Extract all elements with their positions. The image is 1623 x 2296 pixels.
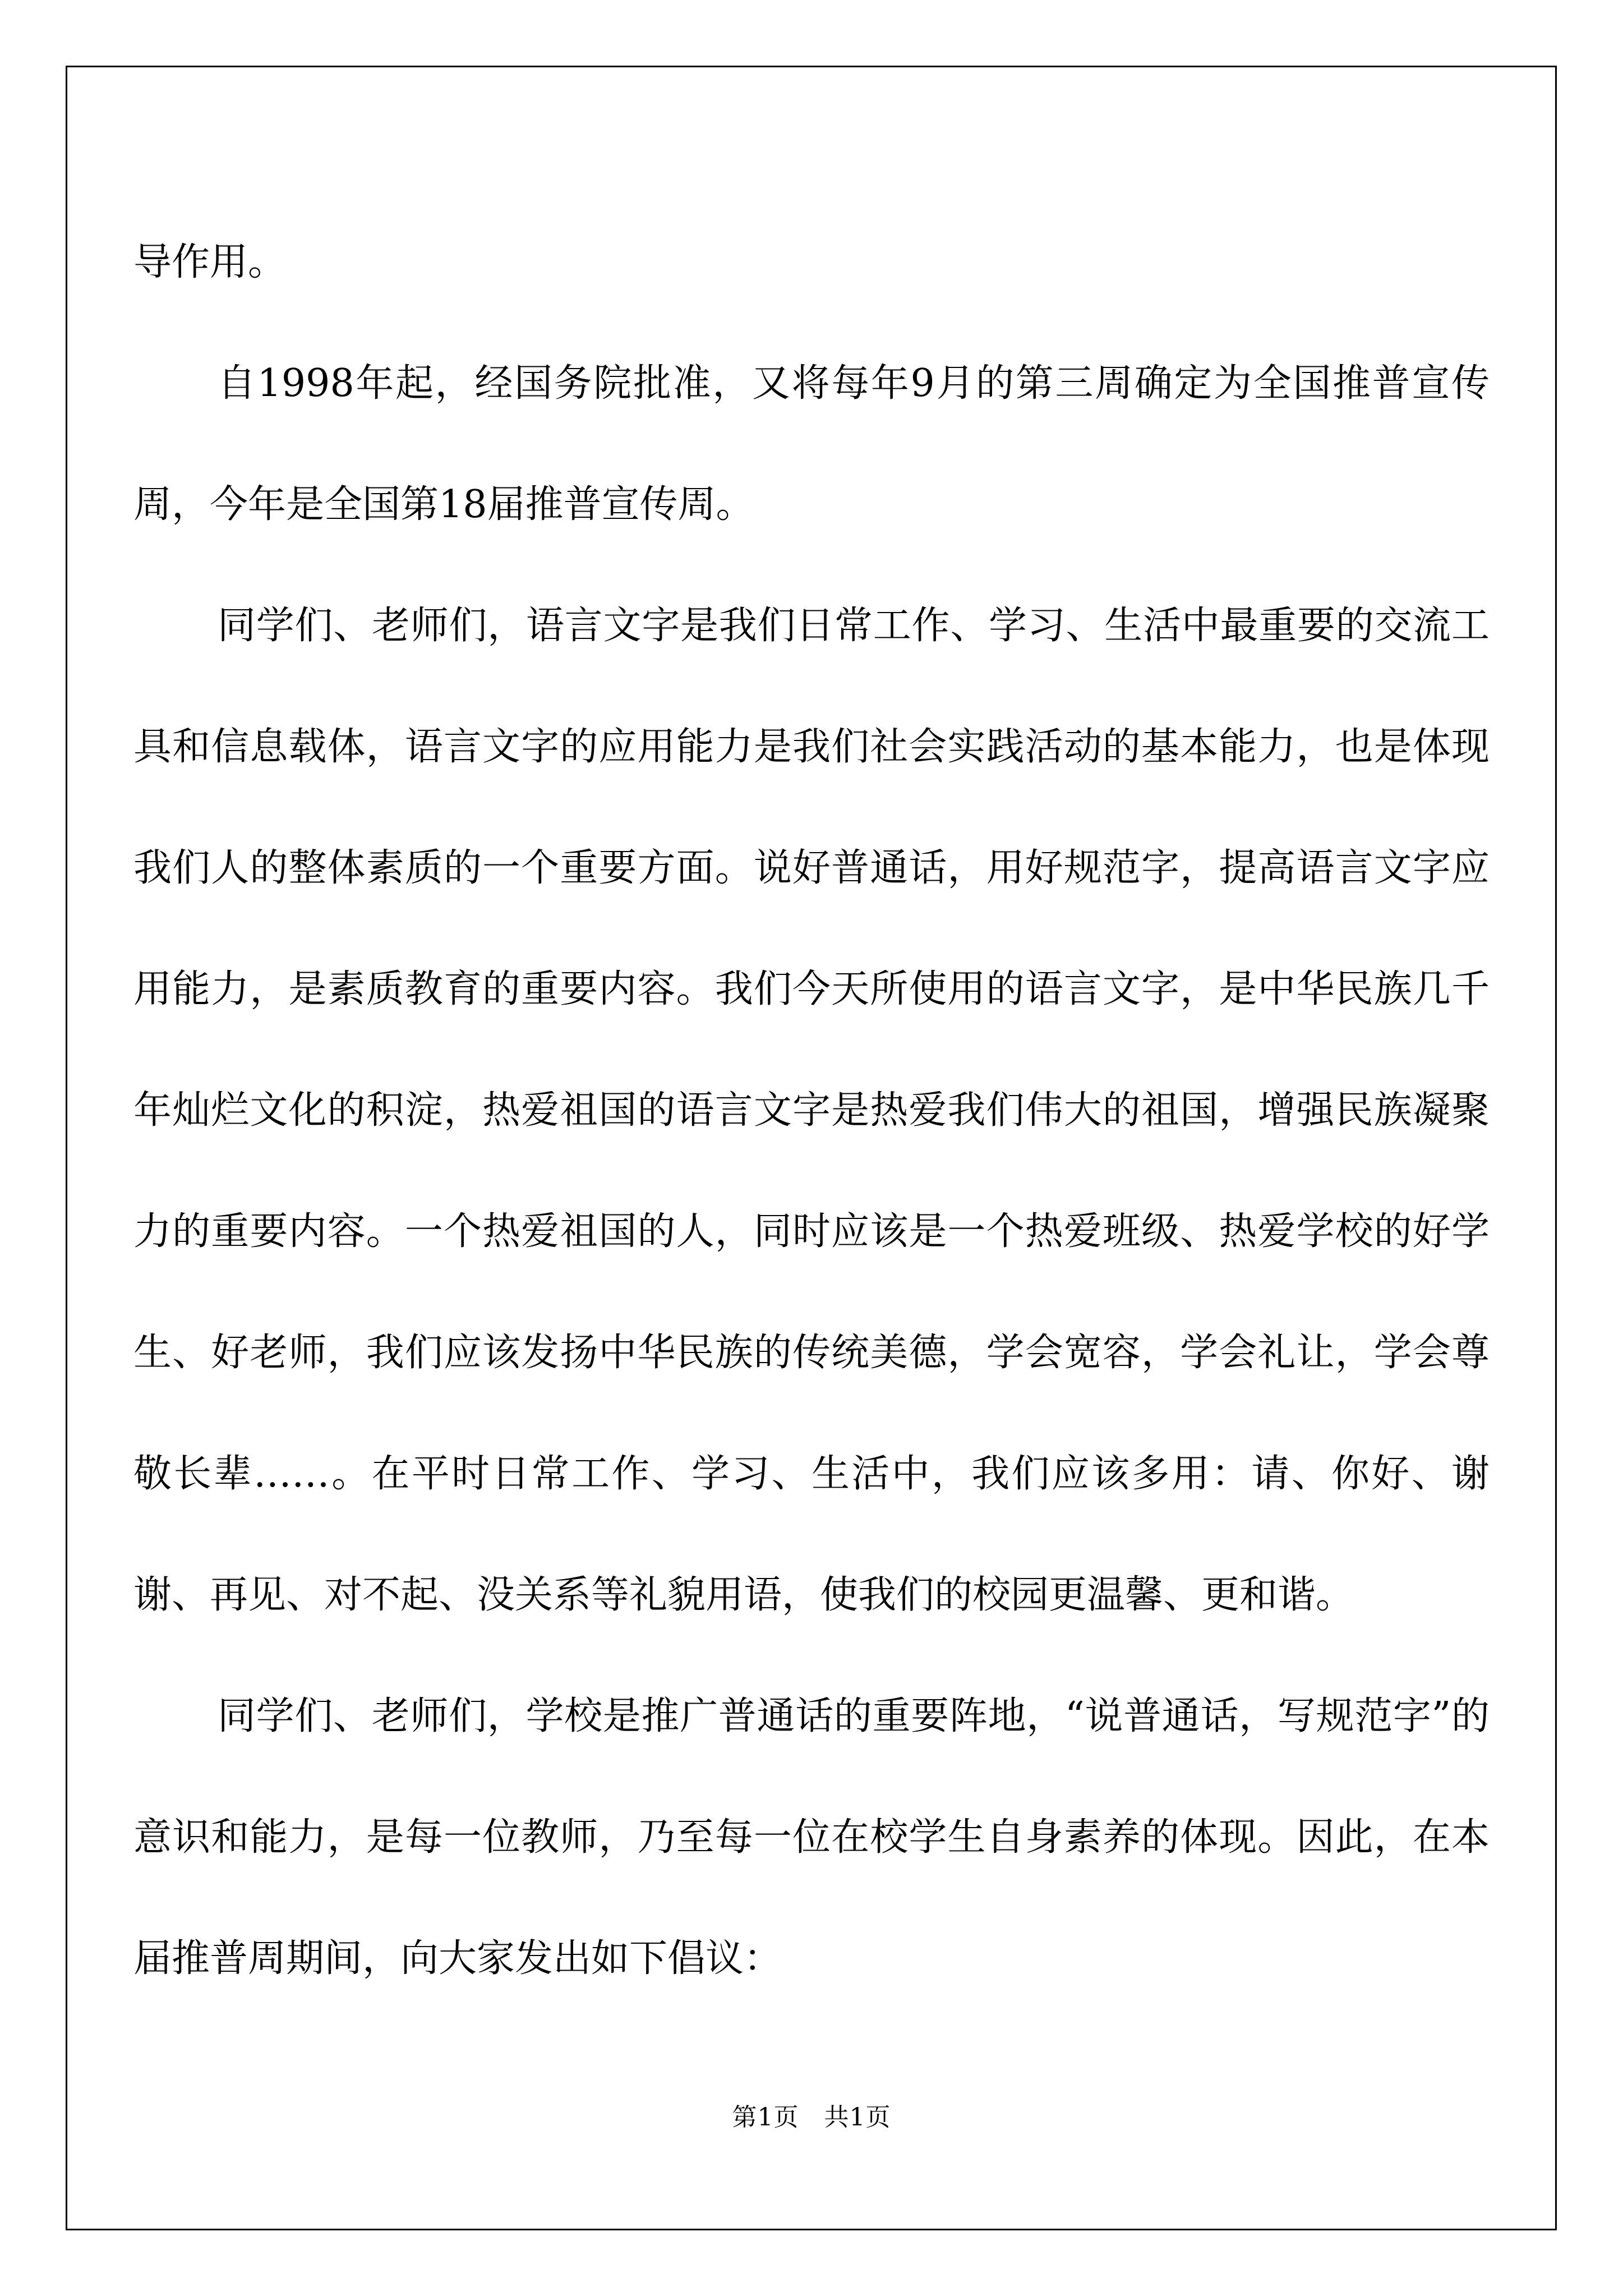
paragraph-3: 同学们、老师们，语言文字是我们日常工作、学习、生活中最重要的交流工具和信息载体，语言文字的应用能力是我们社会实践活动的基本能力，也是体现我们人的整体素质的一个重要方面。说好普通话，用好规范字，提高语言文字应用能力，是素质教育的重要内容。我们今天所使用的语言文字，是中华民族几千年灿烂文化的积淀，热爱祖国的语言文字是热爱我们伟大的祖国，增强民族凝聚力的重要内容。一个热爱祖国的人，同时应该是一个热爱班级、热爱学校的好学生、好老师，我们应该发扬中华民族的传统美德，学会宽容，学会礼让，学会尊敬长辈……。在平时日常工作、学习、生活中，我们应该多用：请、你好、谢谢、再见、对不起、没关系等礼貌用语，使我们的校园更温馨、更和谐。 <box>133 604 1490 1617</box>
paragraph-1: 导作用。 <box>133 240 287 284</box>
paragraph-2: 自1998年起，经国务院批准，又将每年9月的第三周确定为全国推普宣传周，今年是全国第18届推普宣传周。 <box>133 361 1490 527</box>
document-body <box>133 202 1490 2019</box>
page-number-footer: 第1页 共1页 <box>732 2103 891 2132</box>
paragraph-4: 同学们、老师们，学校是推广普通话的重要阵地，“说普通话，写规范字”的意识和能力，是每一位教师，乃至每一位在校学生自身素养的体现。因此，在本届推普周期间，向大家发出如下倡议： <box>133 1694 1490 1981</box>
